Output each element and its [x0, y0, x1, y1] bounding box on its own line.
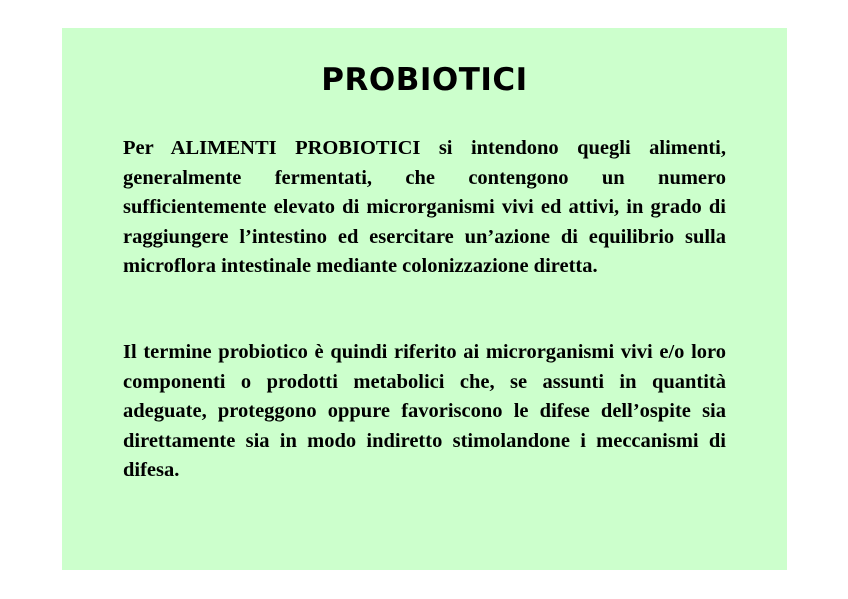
- slide-title: PROBIOTICI: [321, 62, 528, 98]
- paragraph-definition: Per ALIMENTI PROBIOTICI si intendono quegli alimenti, generalmente fermentati, che contengono un numero sufficientemente elevato di microrganismi vivi ed attivi, in grado di raggiungere l’intestino ed esercitare un’azione di equilibrio sulla microflora intestinale mediante colonizzazione diretta.: [123, 137, 726, 277]
- paragraph-term: Il termine probiotico è quindi riferito ai microrganismi vivi e/o loro componenti o prodotti metabolici che, se assunti in quantità adeguate, proteggono oppure favoriscono le difese dell’ospite sia direttamente sia in modo indiretto stimolandone i meccanismi di difesa.: [123, 341, 726, 481]
- slide-background: [62, 28, 787, 570]
